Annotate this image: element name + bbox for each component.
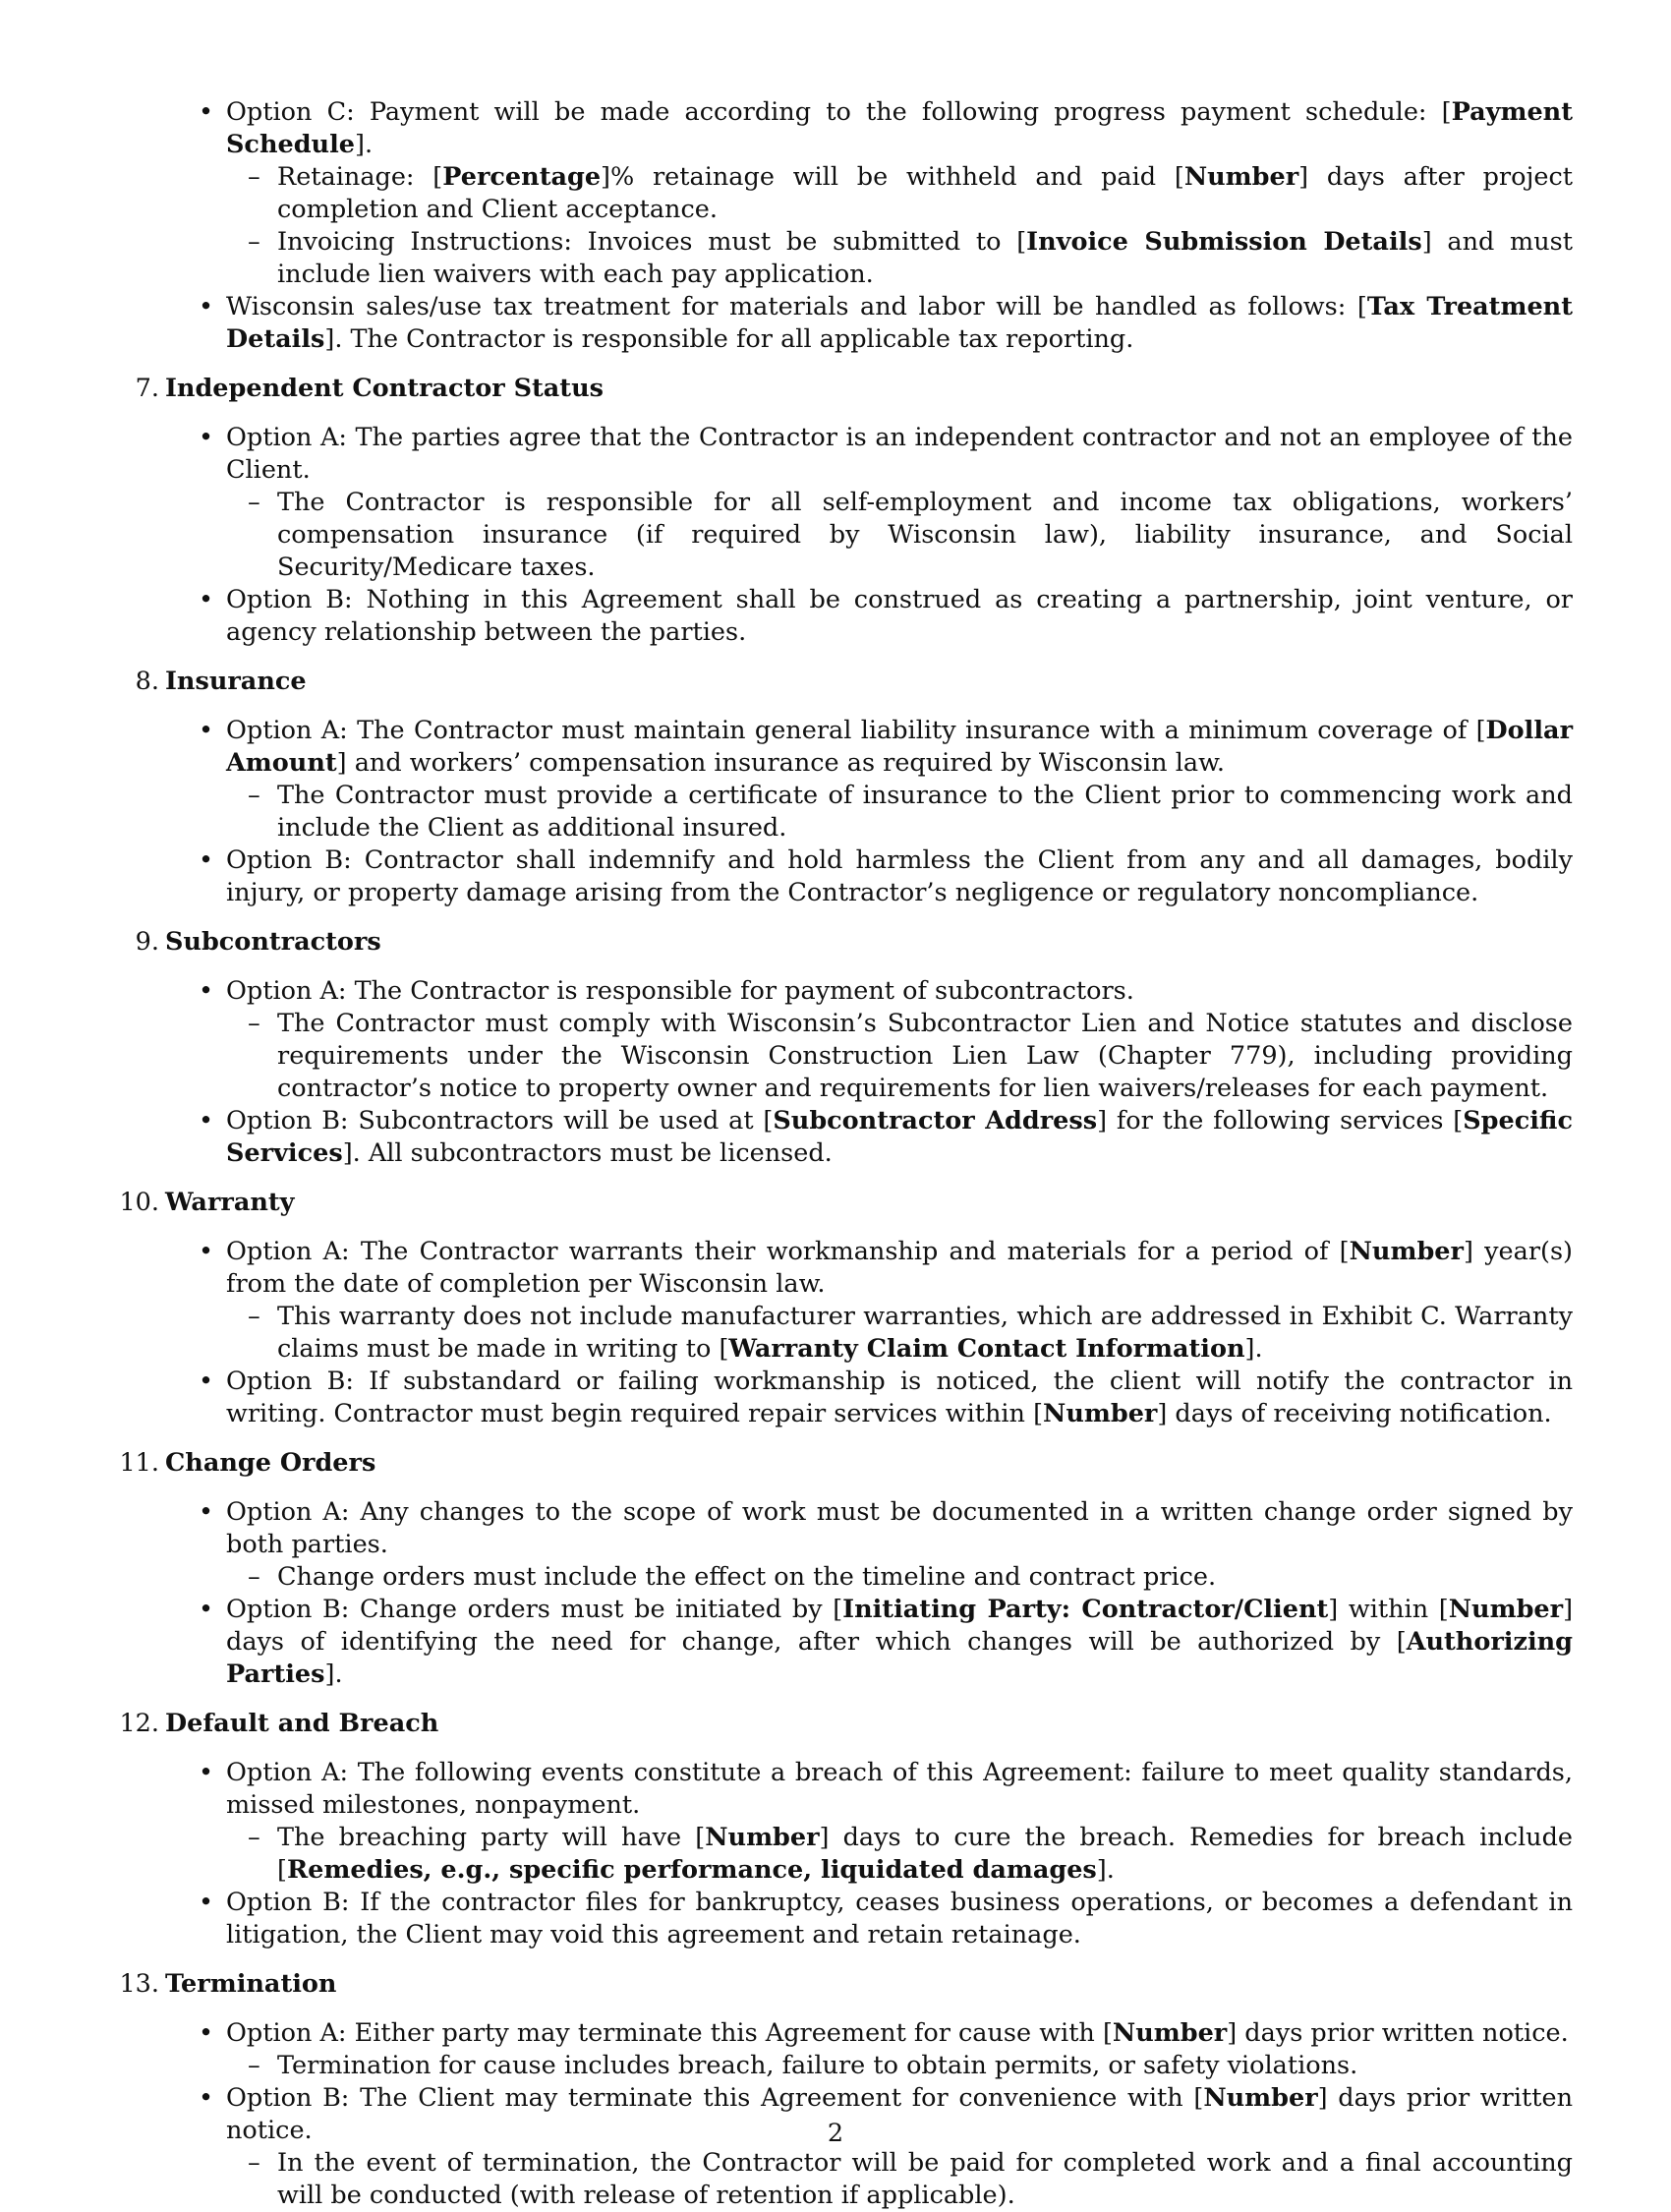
- clause-text: This warranty does not include manufacturer warranties, which are addressed in Exhibit C. Warranty claims must be made in writing to [: [277, 1302, 1573, 1364]
- clause-text: ] days prior written notice.: [226, 2083, 1573, 2145]
- intro-list: [118, 96, 1573, 356]
- document-body: [118, 96, 1573, 2212]
- clause-text: The Contractor is responsible for all self-employment and income tax obligations, workers’ compensation insurance (if required by Wisconsin law), liability insurance, and Social Security/Medicare taxes.: [277, 488, 1573, 582]
- placeholder-field: Number: [1203, 2083, 1318, 2113]
- placeholder-field: Remedies, e.g., specific performance, liquidated damages: [286, 1855, 1097, 1885]
- sub-bullet-item: [118, 1301, 1573, 1366]
- bullet-item: [118, 96, 1573, 161]
- clause-text: ] days after project completion and Client acceptance.: [277, 162, 1573, 224]
- placeholder-field: Payment Schedule: [226, 97, 1573, 159]
- clause-text: The Contractor must comply with Wisconsin’s Subcontractor Lien and Notice statutes and disclose requirements under the Wisconsin Construction Lien Law (Chapter 779), including providing contractor’s notice to property owner and requirements for lien waivers/releases for each payment.: [277, 1009, 1573, 1103]
- clause-text: ] days of receiving notification.: [1157, 1399, 1552, 1428]
- clause-text: Option A: Either party may terminate this Agreement for cause with [: [226, 2018, 1113, 2048]
- bullet-item: [118, 1594, 1573, 1691]
- sub-bullet-item: [118, 1008, 1573, 1105]
- clause-text: Option B: The Client may terminate this Agreement for convenience with [: [226, 2083, 1204, 2113]
- section-title: Termination: [165, 1969, 337, 1999]
- clause-text: ].: [1096, 1855, 1115, 1885]
- clause-text: In the event of termination, the Contractor will be paid for completed work and a final accounting will be conducted (with release of retention if applicable).: [277, 2148, 1573, 2210]
- section-title: Change Orders: [165, 1448, 376, 1478]
- placeholder-field: Tax Treatment Details: [226, 292, 1573, 354]
- bullet-item: [118, 1887, 1573, 1951]
- section-title: Warranty: [165, 1188, 295, 1217]
- clause-text: ] days of identifying the need for change, after which changes will be authorized by [: [226, 1595, 1574, 1657]
- section-number: 9.: [135, 927, 159, 957]
- sub-bullet-item: [118, 226, 1573, 291]
- page-number: 2: [827, 2119, 844, 2148]
- placeholder-field: Number: [1112, 2018, 1228, 2048]
- placeholder-field: Number: [1043, 1399, 1158, 1428]
- clause-text: Option A: The Contractor is responsible for payment of subcontractors.: [226, 976, 1134, 1006]
- clause-text: Option A: The parties agree that the Contractor is an independent contractor and not an employee of the Client.: [226, 423, 1573, 485]
- clause-text: Change orders must include the effect on the timeline and contract price.: [277, 1562, 1217, 1592]
- bullet-item: [118, 844, 1573, 909]
- bullet-item: [118, 1366, 1573, 1430]
- clause-text: Option B: Change orders must be initiated by [: [226, 1595, 843, 1624]
- placeholder-field: Warranty Claim Contact Information: [728, 1334, 1245, 1364]
- bullet-item: [118, 1757, 1573, 1822]
- section-heading: [118, 1187, 1573, 1219]
- clause-text: Termination for cause includes breach, failure to obtain permits, or safety violations.: [277, 2051, 1358, 2080]
- section-heading: [118, 373, 1573, 405]
- clause-text: Wisconsin sales/use tax treatment for materials and labor will be handled as follows: [: [226, 292, 1367, 321]
- bullet-item: [118, 1236, 1573, 1301]
- bullet-item: [118, 2017, 1573, 2050]
- clause-text: ] days to cure the breach. Remedies for breach include [: [277, 1823, 1574, 1885]
- bullet-item: [118, 715, 1573, 780]
- placeholder-field: Specific Services: [226, 1106, 1573, 1168]
- section-title: Default and Breach: [165, 1709, 439, 1738]
- clause-text: Option B: If substandard or failing workmanship is noticed, the client will notify the contractor in writing. Contractor must begin required repair services within [: [226, 1367, 1573, 1428]
- clause-text: Option A: The Contractor warrants their workmanship and materials for a period of [: [226, 1237, 1350, 1266]
- sub-bullet-item: [118, 487, 1573, 584]
- sub-bullet-item: [118, 161, 1573, 226]
- section-list: [118, 715, 1573, 909]
- bullet-item: [118, 584, 1573, 649]
- section-title: Insurance: [165, 667, 307, 696]
- section-list: [118, 2017, 1573, 2212]
- clause-text: The breaching party will have [: [277, 1823, 706, 1852]
- clause-text: Option A: Any changes to the scope of work must be documented in a written change order signed by both parties.: [226, 1497, 1573, 1559]
- section-list: [118, 1757, 1573, 1951]
- section-heading: [118, 1447, 1573, 1480]
- section-number: 8.: [135, 667, 159, 696]
- section-title: Independent Contractor Status: [165, 374, 604, 403]
- section-list: [118, 1236, 1573, 1430]
- clause-text: ].: [355, 130, 374, 159]
- placeholder-field: Subcontractor Address: [773, 1106, 1098, 1135]
- clause-text: Option C: Payment will be made according to the following progress payment schedule: [: [226, 97, 1452, 127]
- sections-container: [118, 373, 1573, 2212]
- sub-bullet-item: [118, 1822, 1573, 1887]
- section-heading: [118, 926, 1573, 959]
- sub-bullet-item: [118, 780, 1573, 844]
- bullet-item: [118, 291, 1573, 356]
- sub-bullet-item: [118, 2050, 1573, 2082]
- bullet-item: [118, 422, 1573, 487]
- clause-text: Option B: If the contractor files for bankruptcy, ceases business operations, or becomes a defendant in litigation, the Client may void this agreement and retain retainage.: [226, 1888, 1573, 1950]
- clause-text: ] within [: [1328, 1595, 1449, 1624]
- section-number: 12.: [119, 1709, 159, 1738]
- section-heading: [118, 1968, 1573, 2001]
- placeholder-field: Number: [1183, 162, 1299, 192]
- clause-text: ] and must include lien waivers with each pay application.: [277, 227, 1573, 289]
- section-list: [118, 975, 1573, 1170]
- sub-bullet-item: [118, 2147, 1573, 2212]
- bullet-item: [118, 1496, 1573, 1561]
- section-number: 7.: [135, 374, 159, 403]
- clause-text: ] days prior written notice.: [1227, 2018, 1569, 2048]
- section-number: 10.: [119, 1188, 159, 1217]
- placeholder-field: Initiating Party: Contractor/Client: [842, 1595, 1329, 1624]
- section-title: Subcontractors: [165, 927, 381, 957]
- clause-text: ].: [324, 1659, 343, 1689]
- clause-text: Option B: Contractor shall indemnify and hold harmless the Client from any and all damages, bodily injury, or property damage arising from the Contractor’s negligence or regulatory noncompliance.: [226, 845, 1573, 907]
- clause-text: ]. The Contractor is responsible for all applicable tax reporting.: [324, 324, 1134, 354]
- section-number: 11.: [119, 1448, 159, 1478]
- clause-text: ] and workers’ compensation insurance as required by Wisconsin law.: [336, 748, 1225, 778]
- clause-text: ].: [1244, 1334, 1263, 1364]
- clause-text: ] for the following services [: [1097, 1106, 1464, 1135]
- section-number: 13.: [119, 1969, 159, 1999]
- placeholder-field: Dollar Amount: [226, 716, 1573, 778]
- sub-bullet-item: [118, 1561, 1573, 1594]
- clause-text: ] year(s) from the date of completion per Wisconsin law.: [226, 1237, 1573, 1299]
- clause-text: Option A: The following events constitute a breach of this Agreement: failure to meet quality standards, missed milestones, nonpayment.: [226, 1758, 1573, 1820]
- clause-text: ]. All subcontractors must be licensed.: [342, 1138, 833, 1168]
- placeholder-field: Number: [1448, 1595, 1564, 1624]
- placeholder-field: Number: [1349, 1237, 1464, 1266]
- placeholder-field: Invoice Submission Details: [1026, 227, 1422, 257]
- bullet-item: [118, 975, 1573, 1008]
- clause-text: Retainage: [: [277, 162, 443, 192]
- section-list: [118, 1496, 1573, 1691]
- section-list: [118, 422, 1573, 649]
- bullet-item: [118, 1105, 1573, 1170]
- clause-text: Option A: The Contractor must maintain general liability insurance with a minimum coverage of [: [226, 716, 1486, 745]
- clause-text: Option B: Nothing in this Agreement shall be construed as creating a partnership, joint venture, or agency relationship between the parties.: [226, 585, 1573, 647]
- clause-text: The Contractor must provide a certificate of insurance to the Client prior to commencing work and include the Client as additional insured.: [277, 781, 1573, 843]
- clause-text: Invoicing Instructions: Invoices must be submitted to [: [277, 227, 1027, 257]
- placeholder-field: Authorizing Parties: [226, 1627, 1573, 1689]
- clause-text: ]% retainage will be withheld and paid [: [601, 162, 1184, 192]
- clause-text: Option B: Subcontractors will be used at [: [226, 1106, 774, 1135]
- section-heading: [118, 666, 1573, 698]
- placeholder-field: Percentage: [442, 162, 602, 192]
- placeholder-field: Number: [705, 1823, 820, 1852]
- section-heading: [118, 1708, 1573, 1740]
